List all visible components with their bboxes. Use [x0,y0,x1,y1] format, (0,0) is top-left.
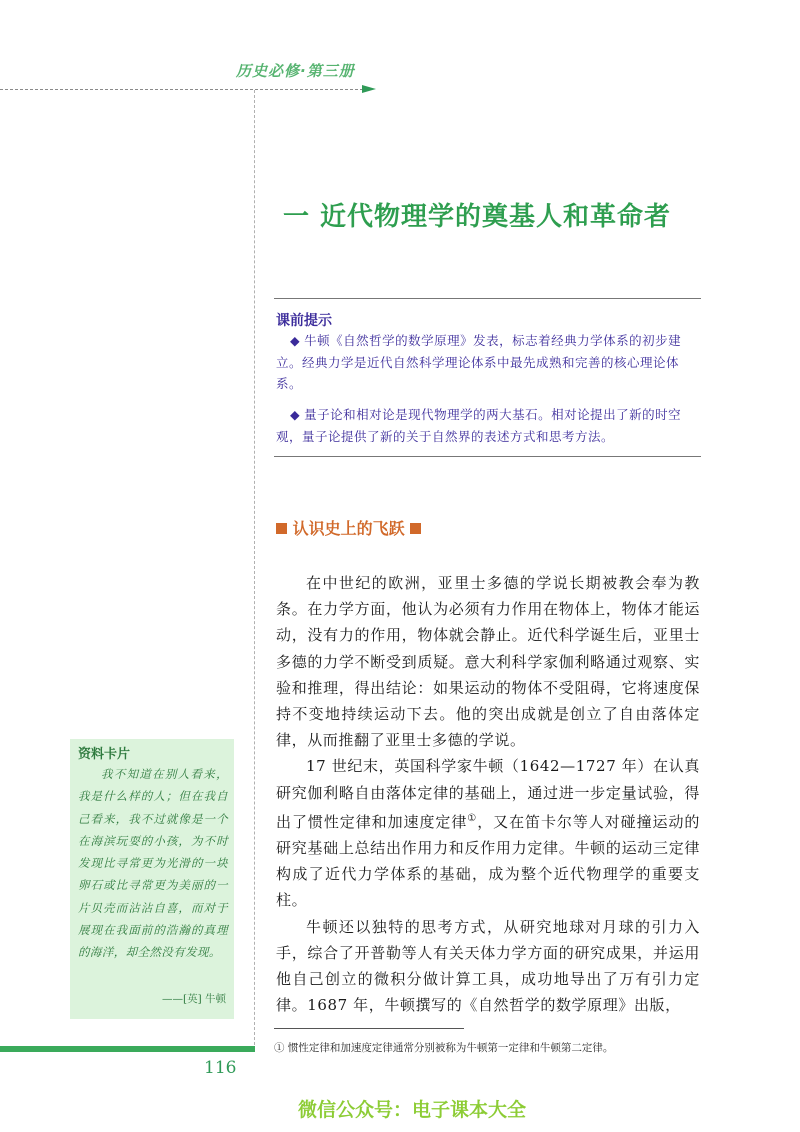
watermark: 微信公众号：电子课本大全 [298,1099,527,1121]
footnote: ① 惯性定律和加速度定律通常分别被称为牛顿第一定律和牛顿第二定律。 [274,1042,614,1054]
square-bullet-icon [410,523,421,534]
tip-text: 牛顿《自然哲学的数学原理》发表，标志着经典力学体系的初步建立。经典力学是近代自然科学理论体系中最先成熟和完善的核心理论体系。 [276,333,682,391]
tips-heading: 课前提示 [276,313,332,329]
diamond-bullet-icon: ◆ [290,333,301,348]
header-divider [0,89,368,90]
tip-text: 量子论和相对论是现代物理学的两大基石。相对论提出了新的时空观，量子论提供了新的关于自然界的表述方式和思考方法。 [276,407,682,444]
paragraph: 牛顿还以独特的思考方式，从研究地球对月球的引力入手，综合了开普勒等人有关天体力学方面的研究成果，并运用他自己创立的微积分做计算工具，成功地导出了万有引力定律。1687 年，牛顿撰写的《自然哲学的数学原理》出版， [276,917,700,1015]
lesson-title: 一 近代物理学的奠基人和革命者 [283,202,672,232]
paragraph [276,753,700,913]
footnote-rule [274,1028,464,1029]
square-bullet-icon [276,523,287,534]
diamond-bullet-icon: ◆ [290,407,301,422]
section-heading-text: 认识史上的飞跃 [292,519,405,538]
margin-divider [254,90,255,1050]
page-number: 116 [204,1058,237,1078]
resource-card [70,739,234,1019]
section-heading [276,516,421,539]
card-quote: 我不知道在别人看来，我是什么样的人；但在我自己看来，我不过就像是一个在海滨玩耍的小孩，为不时发现比寻常更为光滑的一块卵石或比寻常更为美丽的一片贝壳而沾沾自喜，而对于展现在我面前的浩瀚的真理的海洋，却全然没有发现。 [78,767,228,960]
bottom-band [0,1046,255,1052]
running-header: 历史必修·第三册 [236,62,355,80]
body-text [276,570,700,1018]
tip-item [276,330,701,395]
card-attribution: ——[英] 牛顿 [161,993,226,1005]
footnote-marker: ① [467,812,478,824]
tip-item [276,404,701,447]
paragraph: 在中世纪的欧洲，亚里士多德的学说长期被教会奉为教条。在力学方面，他认为必须有力作用在物体上，物体才能运动，没有力的作用，物体就会静止。近代科学诞生后，亚里士多德的力学不断受到质疑。意大利科学家伽利略通过观察、实验和推理，得出结论：如果运动的物体不受阻碍，它将速度保持不变地持续运动下去。他的突出成就是创立了自由落体定律，从而推翻了亚里士多德的学说。 [276,574,700,750]
header-arrow-icon [362,85,376,93]
tips-bottom-rule [274,456,701,457]
card-title: 资料卡片 [78,747,131,762]
paragraph-text: 17 世纪末，英国科学家牛顿（1642—1727 年）在认真研究伽利略自由落体定律的基础上，通过进一步定量试验，得出了惯性定律和加速度定律 [276,757,700,831]
paragraph-text: ，又在笛卡尔等人对碰撞运动的研究基础上总结出作用力和反作用力定律。牛顿的运动三定律构成了近代力学体系的基础，成为整个近代物理学的重要支柱。 [276,812,700,910]
tips-top-rule [274,298,701,299]
